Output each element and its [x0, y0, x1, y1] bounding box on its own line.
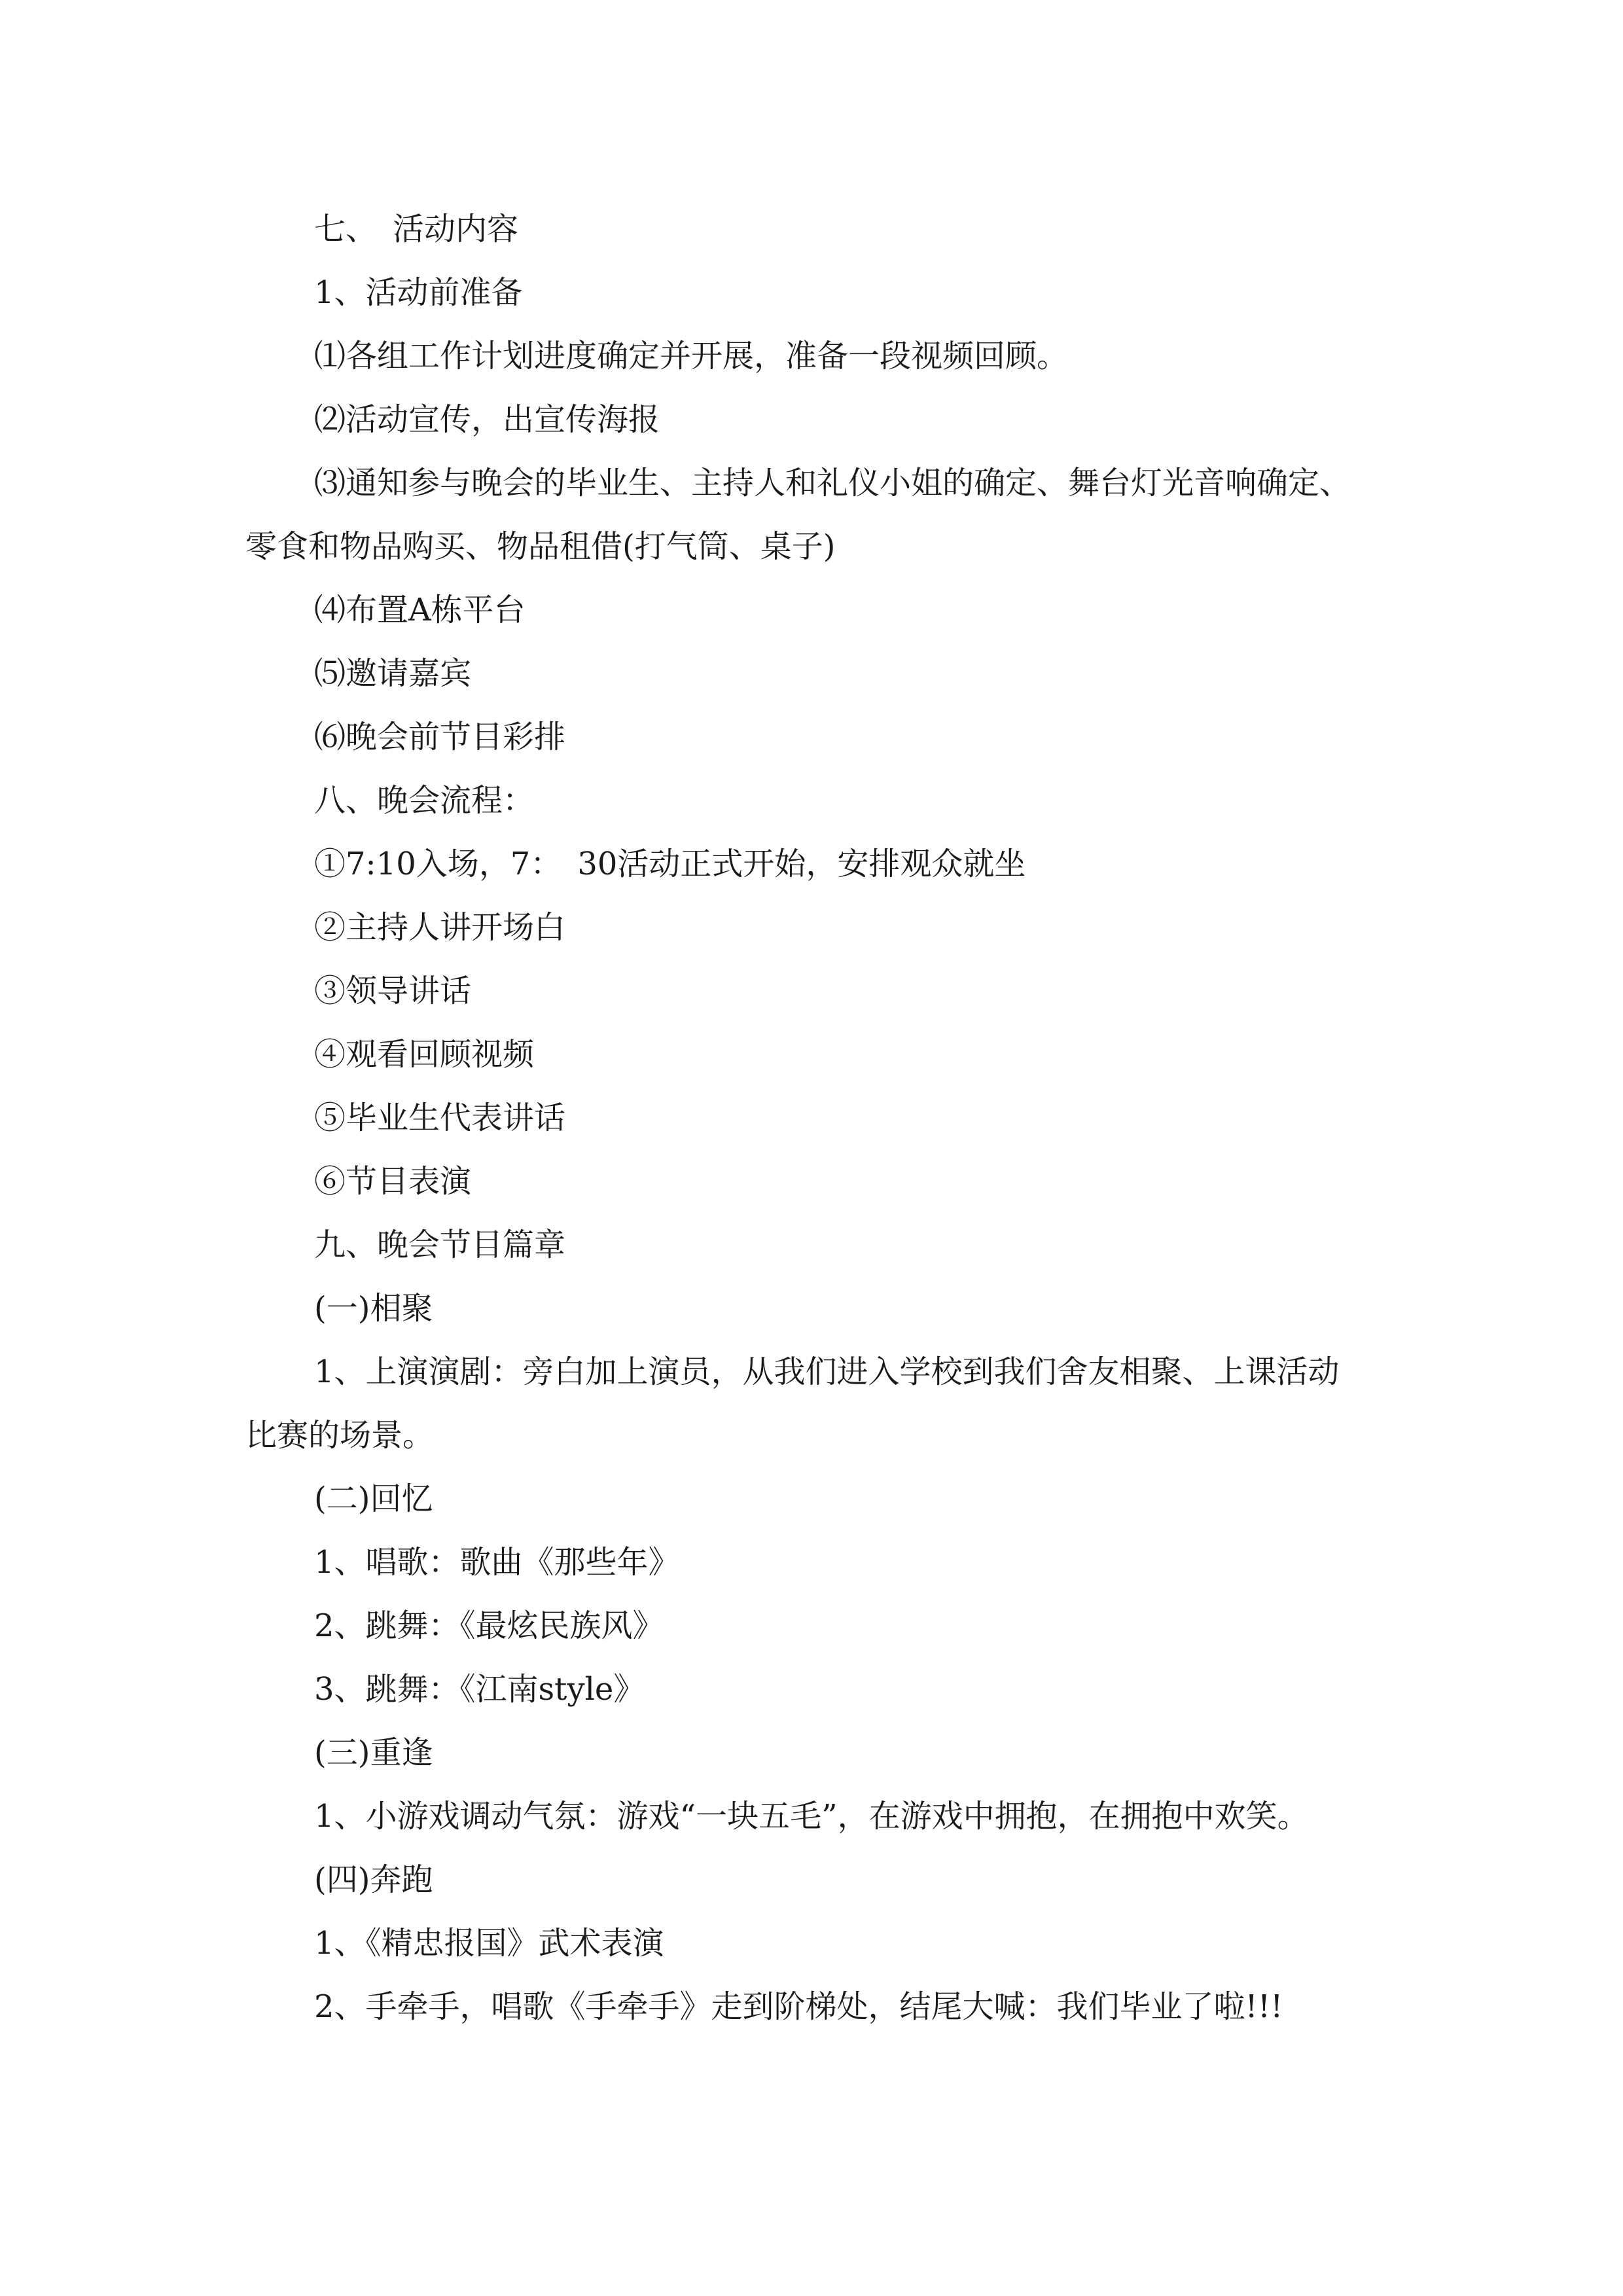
subheading-preparation: 1、活动前准备: [314, 274, 523, 311]
running-item-2: 2、手牵手，唱歌《手牵手》走到阶梯处，结尾大喊：我们毕业了啦!!!: [314, 1988, 1283, 2025]
chapter-heading-running: (四)奔跑: [314, 1861, 433, 1898]
prep-item-1: ⑴各组工作计划进度确定并开展，准备一段视频回顾。: [314, 338, 1069, 374]
prep-item-3-continued: 零食和物品购买、物品租借(打气筒、桌子): [245, 528, 836, 565]
gathering-item-1: 1、上演演剧：旁白加上演员，从我们进入学校到我们舍友相聚、上课活动: [314, 1354, 1340, 1390]
flow-item-5: ⑤毕业生代表讲话: [314, 1100, 566, 1136]
memories-item-2: 2、跳舞：《最炫民族风》: [314, 1607, 664, 1644]
chapter-heading-memories: (二)回忆: [314, 1480, 433, 1517]
flow-item-1: ①7:10入场，7： 30活动正式开始，安排观众就坐: [314, 846, 1026, 882]
prep-item-4: ⑷布置A栋平台: [314, 592, 526, 628]
prep-item-5: ⑸邀请嘉宾: [314, 655, 472, 692]
prep-item-6: ⑹晚会前节目彩排: [314, 719, 566, 755]
flow-item-4: ④观看回顾视频: [314, 1036, 535, 1073]
section-heading-party-flow: 八、晚会流程：: [314, 782, 535, 819]
prep-item-2: ⑵活动宣传，出宣传海报: [314, 401, 660, 438]
reunion-item-1: 1、小游戏调动气氛：游戏“一块五毛”，在游戏中拥抱，在拥抱中欢笑。: [314, 1798, 1309, 1835]
section-heading-program-chapters: 九、晚会节目篇章: [314, 1227, 566, 1263]
flow-item-6: ⑥节目表演: [314, 1163, 472, 1200]
chapter-heading-reunion: (三)重逢: [314, 1734, 433, 1771]
memories-item-3: 3、跳舞：《江南style》: [314, 1671, 645, 1708]
flow-item-2: ②主持人讲开场白: [314, 909, 566, 946]
gathering-item-1-continued: 比赛的场景。: [245, 1417, 435, 1454]
section-heading-activity-content: 七、 活动内容: [314, 211, 519, 247]
running-item-1: 1、《精忠报国》武术表演: [314, 1925, 664, 1962]
prep-item-3: ⑶通知参与晚会的毕业生、主持人和礼仪小姐的确定、舞台灯光音响确定、: [314, 465, 1351, 501]
memories-item-1: 1、唱歌：歌曲《那些年》: [314, 1544, 680, 1581]
flow-item-3: ③领导讲话: [314, 973, 472, 1009]
chapter-heading-gathering: (一)相聚: [314, 1290, 433, 1327]
